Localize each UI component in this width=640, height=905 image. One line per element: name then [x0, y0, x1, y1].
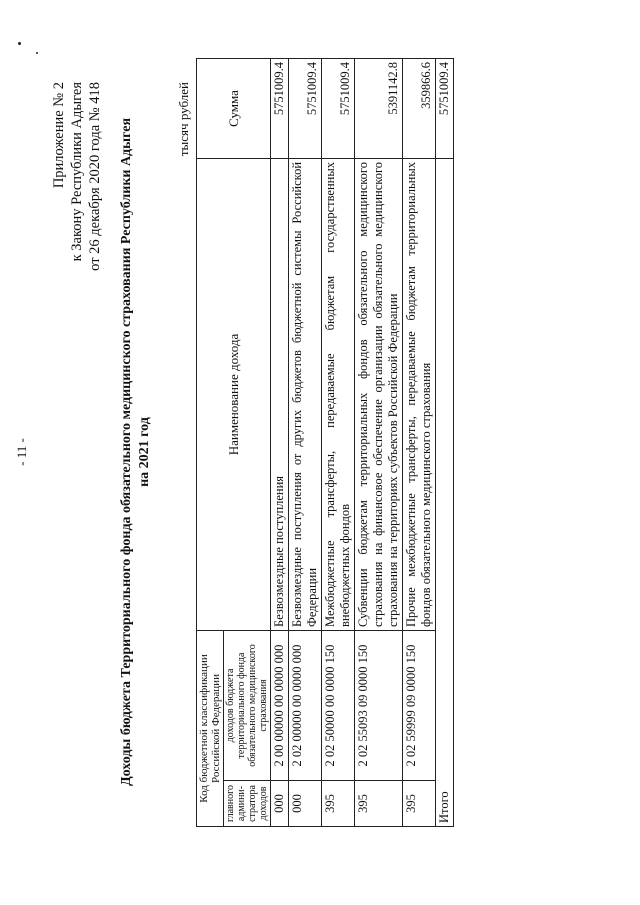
revenue-table	[196, 58, 454, 827]
annex-line-1: Приложение № 2	[51, 82, 67, 189]
units-label: тысяч рублей	[176, 82, 191, 157]
header-sum: Сумма	[197, 58, 271, 158]
annex-line-2: к Закону Республики Адыгея	[69, 82, 85, 262]
cell-code: 2 02 55093 09 0000 150	[355, 630, 403, 780]
annex-block	[50, 82, 104, 271]
cell-sum: 5751009.4	[322, 58, 355, 158]
title-line-1: Доходы бюджета Территориального фонда обязательного медицинского страхования Республики Адыгея	[119, 117, 134, 787]
total-sum: 5751009.4	[436, 58, 454, 158]
header-admin: главного админи-стратора доходов	[224, 781, 271, 827]
table-row	[322, 58, 355, 826]
rotated-page	[0, 22, 640, 882]
cell-code: 2 02 50000 00 0000 150	[322, 630, 355, 780]
cell-sum: 5751009.4	[289, 58, 322, 158]
cell-code: 2 02 59999 09 0000 150	[403, 630, 436, 780]
cell-name: Субвенции бюджетам территориальных фондов обязательного медицинского страхования на финансовое обеспечение организации обязательного медицинского страхования на территориях субъектов Российской Федерации	[355, 158, 403, 630]
cell-name: Межбюджетные трансферты, передаваемые бюджетам государственных внебюджетных фондов	[322, 158, 355, 630]
table-row	[355, 58, 403, 826]
title-line-2: на 2021 год	[137, 417, 152, 487]
cell-admin: 000	[289, 781, 322, 827]
cell-admin: 395	[322, 781, 355, 827]
cell-name: Безвозмездные поступления	[271, 158, 289, 630]
total-label: Итого	[436, 158, 454, 826]
cell-name: Прочие межбюджетные трансферты, передаваемые бюджетам территориальных фондов обязательного медицинского страхования	[403, 158, 436, 630]
cell-admin: 000	[271, 781, 289, 827]
cell-admin: 395	[355, 781, 403, 827]
cell-sum: 5751009.4	[271, 58, 289, 158]
header-income-code: доходов бюджета территориального фонда обязательного медицинского страхования	[224, 630, 271, 780]
header-code-group: Код бюджетной классификации Российской Федерации	[197, 630, 224, 826]
table-row	[403, 58, 436, 826]
cell-sum: 359866.6	[403, 58, 436, 158]
header-name: Наименование дохода	[197, 158, 271, 630]
document-title	[118, 82, 154, 822]
total-row	[436, 58, 454, 826]
cell-code: 2 00 00000 00 0000 000	[271, 630, 289, 780]
cell-name: Безвозмездные поступления от других бюджетов бюджетной системы Российской Федерации	[289, 158, 322, 630]
table-row	[289, 58, 322, 826]
cell-sum: 5391142.8	[355, 58, 403, 158]
annex-line-3: от 26 декабря 2020 года № 418	[87, 82, 103, 271]
page-number: - 11 -	[14, 438, 29, 466]
cell-admin: 395	[403, 781, 436, 827]
cell-code: 2 02 00000 00 0000 000	[289, 630, 322, 780]
table-row	[271, 58, 289, 826]
